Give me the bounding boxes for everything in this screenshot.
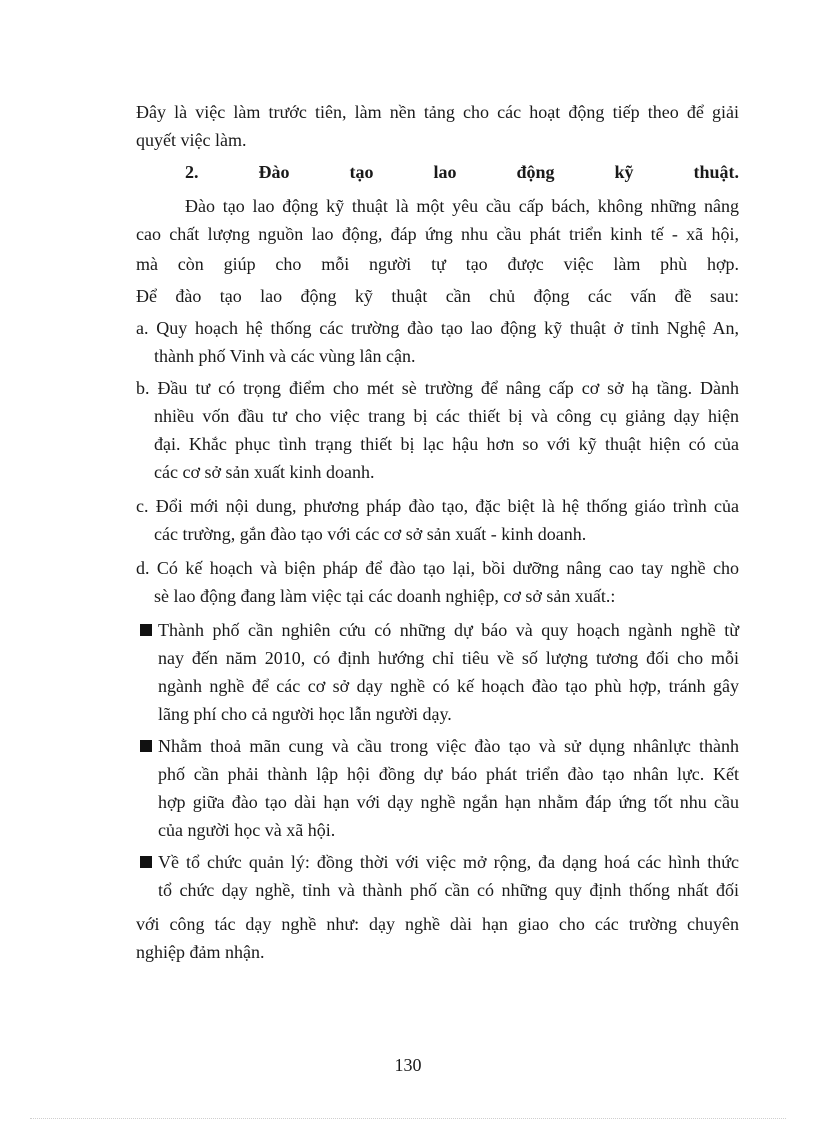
list-item-continuation: các trường, gắn đào tạo với các cơ sở sản xuất - kinh doanh. xyxy=(154,524,587,544)
bullet-item-text: tổ chức dạy nghề, tỉnh và thành phố cần có những quy định thống nhất đối xyxy=(158,880,739,900)
bullet-item-text: nay đến năm 2010, có định hướng chỉ tiêu về số lượng tương đối cho mỗi xyxy=(158,648,739,668)
bullet-item-text: hợp giữa đào tạo dài hạn với dạy nghề ngắn hạn nhằm đáp ứng tốt nhu cầu xyxy=(158,792,739,812)
list-item-b: b. Đầu tư có trọng điểm cho mét sè trường để nâng cấp cơ sở hạ tầng. Dành xyxy=(136,378,739,398)
bullet-item-text: phố cần phải thành lập hội đồng dự báo phát triển đào tạo nhân lực. Kết xyxy=(158,764,739,784)
body-text-line: quyết việc làm. xyxy=(136,130,247,150)
body-text-line: cao chất lượng nguồn lao động, đáp ứng nhu cầu phát triển kinh tế - xã hội, xyxy=(136,224,739,244)
list-item-a: a. Quy hoạch hệ thống các trường đào tạo lao động kỹ thuật ở tỉnh Nghệ An, xyxy=(136,318,739,338)
bullet-item-text: của người học và xã hội. xyxy=(158,820,336,840)
body-text-line: với công tác dạy nghề như: dạy nghề dài hạn giao cho các trường chuyên xyxy=(136,914,739,934)
list-item-continuation: thành phố Vinh và các vùng lân cận. xyxy=(154,346,416,366)
page-number: 130 xyxy=(394,1055,422,1075)
body-text-line: Để đào tạo lao động kỹ thuật cần chủ động các vấn đề sau: xyxy=(136,286,739,306)
page-border-divider xyxy=(30,1118,786,1119)
list-item-continuation: các cơ sở sản xuất kinh doanh. xyxy=(154,462,375,482)
square-bullet-icon xyxy=(140,740,152,752)
bullet-item-text: Về tổ chức quản lý: đồng thời với việc mở rộng, đa dạng hoá các hình thức xyxy=(158,852,739,872)
body-text-line: nghiệp đảm nhận. xyxy=(136,942,265,962)
bullet-item-text: Nhằm thoả mãn cung và cầu trong việc đào tạo và sử dụng nhânlực thành xyxy=(158,736,739,756)
bullet-item-text: ngành nghề để các cơ sở dạy nghề có kế hoạch đào tạo phù hợp, tránh gây xyxy=(158,676,739,696)
body-text-line: Đây là việc làm trước tiên, làm nền tảng cho các hoạt động tiếp theo để giải xyxy=(136,102,739,122)
square-bullet-icon xyxy=(140,624,152,636)
bullet-item-text: lãng phí cho cả người học lẫn người dạy. xyxy=(158,704,452,724)
body-text-line: Đào tạo lao động kỹ thuật là một yêu cầu cấp bách, không những nâng xyxy=(185,196,739,216)
square-bullet-icon xyxy=(140,856,152,868)
body-text-line: mà còn giúp cho mỗi người tự tạo được việc làm phù hợp. xyxy=(136,254,739,274)
list-item-continuation: đại. Khắc phục tình trạng thiết bị lạc hậu hơn so với kỹ thuật hiện có của xyxy=(154,434,739,454)
list-item-d: d. Có kế hoạch và biện pháp để đào tạo lại, bồi dưỡng nâng cao tay nghề cho xyxy=(136,558,739,578)
section-heading: 2. Đào tạo lao động kỹ thuật. xyxy=(185,162,739,182)
bullet-item-text: Thành phố cần nghiên cứu có những dự báo và quy hoạch ngành nghề từ xyxy=(158,620,739,640)
list-item-continuation: sè lao động đang làm việc tại các doanh nghiệp, cơ sở sản xuất.: xyxy=(154,586,616,606)
list-item-continuation: nhiều vốn đầu tư cho việc trang bị các thiết bị và công cụ giảng dạy hiện xyxy=(154,406,739,426)
list-item-c: c. Đổi mới nội dung, phương pháp đào tạo, đặc biệt là hệ thống giáo trình của xyxy=(136,496,739,516)
